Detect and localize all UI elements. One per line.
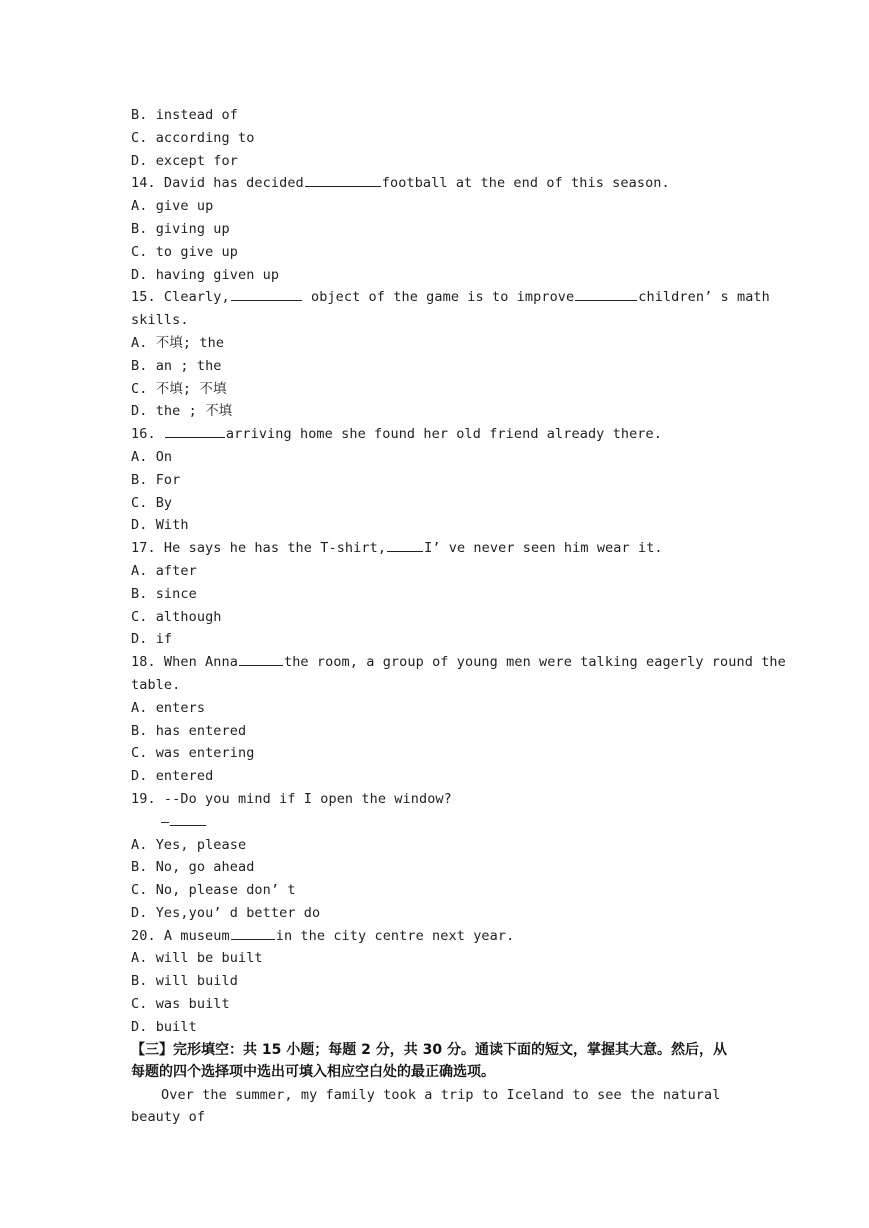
q19-response: — [131,811,739,834]
q18-option-b: B. has entered [131,722,247,739]
answer-blank [305,172,381,187]
q17-option-b: B. since [131,585,197,602]
q16-option-c: C. By [131,494,173,511]
q17-stem: 17. He says he has the T-shirt, I’ ve never seen him wear it. [131,537,739,560]
q17-option-c: C. although [131,608,222,625]
answer-blank [575,286,637,301]
q18-option-a: A. enters [131,699,206,716]
q15-option-d: D. the ; 不填 [131,403,233,420]
q17-option-a: A. after [131,562,197,579]
q19-option-b: B. No, go ahead [131,859,255,876]
q19-stem: 19. --Do you mind if I open the window? [131,790,452,807]
q18-stem: 18. When Anna the room, a group of young men were talking eagerly round the [131,651,739,674]
answer-blank [170,811,206,826]
q13-option-c: C. according to [131,129,255,146]
q15-option-a: A. 不填; the [131,334,225,351]
q15-option-c: C. 不填; 不填 [131,380,227,397]
q16-option-a: A. On [131,448,173,465]
q20-option-a: A. will be built [131,950,263,967]
answer-blank [165,423,225,438]
q14-option-c: C. to give up [131,243,238,260]
q20-option-b: B. will build [131,973,238,990]
q13-option-b: B. instead of [131,107,238,123]
q14-option-d: D. having given up [131,266,280,283]
q17-option-d: D. if [131,631,173,648]
q16-stem: 16. arriving home she found her old friend already there. [131,423,739,446]
exam-page [131,104,786,1126]
section-heading: 【三】完形填空：共 15 小题；每题 2 分，共 30 分。通读下面的短文，掌握其大意。然后，从每题的四个选择项中选出可填入相应空白处的最正确选项。 [131,1041,727,1081]
answer-blank [231,286,302,301]
q18-option-c: C. was entering [131,745,255,762]
q16-option-b: B. For [131,471,181,488]
q20-option-d: D. built [131,1018,197,1035]
q19-option-c: C. No, please don’ t [131,882,296,899]
q14-option-a: A. give up [131,198,214,215]
q15-option-b: B. an ; the [131,357,222,374]
q14-stem: 14. David has decided football at the end of this season. [131,172,739,195]
q13-option-d: D. except for [131,152,238,169]
answer-blank [231,925,275,940]
q19-option-d: D. Yes,you’ d better do [131,904,321,921]
q18-option-d: D. entered [131,768,214,785]
answer-blank [239,651,283,666]
answer-blank [387,537,423,552]
q20-option-c: C. was built [131,996,230,1013]
q18-stem-cont: table. [131,676,181,693]
q16-option-d: D. With [131,517,189,534]
q19-option-a: A. Yes, please [131,836,247,853]
q20-stem: 20. A museum in the city centre next year. [131,925,739,948]
passage-text: Over the summer, my family took a trip to Iceland to see the natural beauty of [131,1086,721,1126]
q15-stem-cont: skills. [131,312,189,329]
q15-stem: 15. Clearly, object of the game is to improve children’ s math [131,286,739,309]
q14-option-b: B. giving up [131,220,230,237]
